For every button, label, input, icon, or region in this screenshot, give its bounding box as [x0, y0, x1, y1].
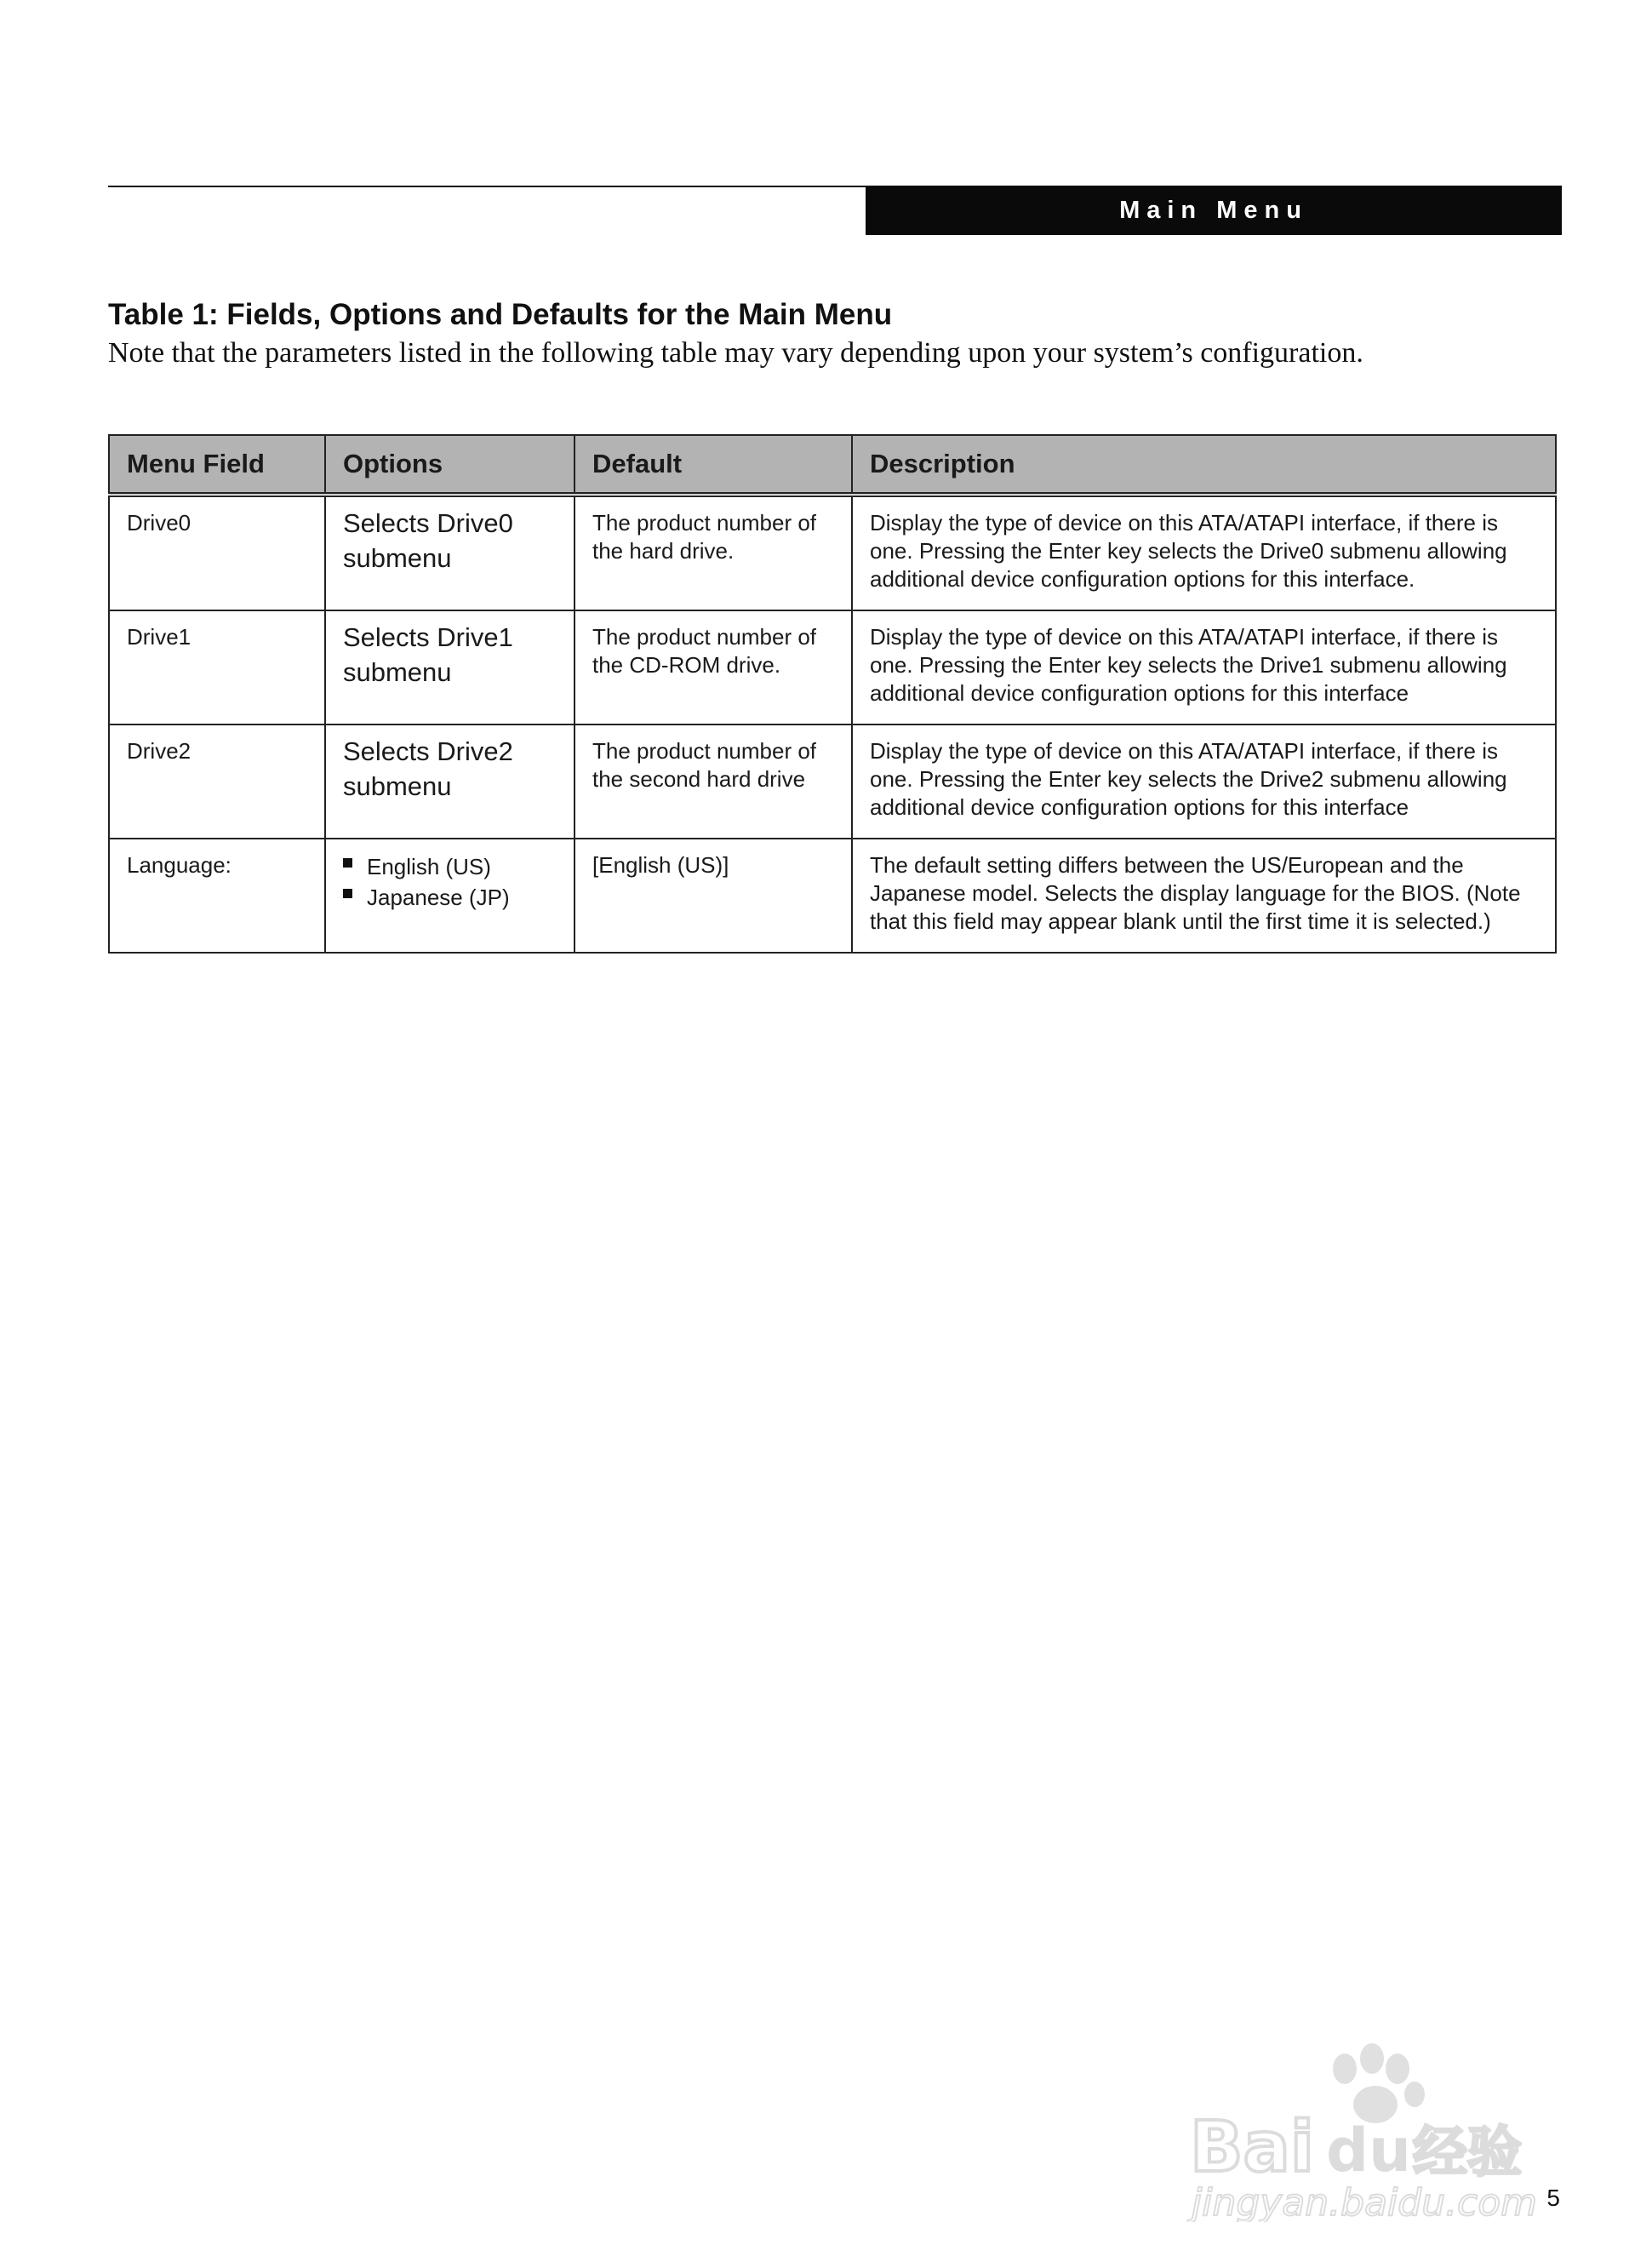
cell-options	[325, 724, 574, 839]
header-rule	[108, 186, 866, 187]
column-header-default: Default	[574, 435, 852, 495]
svg-text:Bai: Bai	[1190, 2107, 1314, 2188]
cell-description: Display the type of device on this ATA/ATAPI interface, if there is one. Pressing the Enter key selects the Drive2 submenu allowing additional device configuration options for this interface	[852, 724, 1556, 839]
table-row	[109, 839, 1556, 953]
cell-default: The product number of the second hard drive	[574, 724, 852, 839]
main-menu-table	[108, 434, 1557, 954]
options-line: submenu	[343, 771, 452, 801]
square-bullet-icon	[343, 858, 352, 868]
table-row	[109, 610, 1556, 724]
list-item	[343, 851, 557, 882]
option-label: Japanese (JP)	[367, 885, 510, 910]
options-line: Selects Drive1	[343, 622, 513, 652]
cell-description: Display the type of device on this ATA/ATAPI interface, if there is one. Pressing the Enter key selects the Drive1 submenu allowing additional device configuration options for this interface	[852, 610, 1556, 724]
cell-options	[325, 839, 574, 953]
options-line: submenu	[343, 543, 452, 573]
options-list	[343, 851, 557, 913]
table-header-row	[109, 435, 1556, 495]
svg-text:du: du	[1326, 2116, 1411, 2185]
svg-text:经验: 经验	[1413, 2122, 1522, 2185]
options-line: submenu	[343, 657, 452, 687]
cell-menu-field: Drive1	[109, 610, 325, 724]
paw-icon	[1333, 2043, 1425, 2123]
table-row	[109, 495, 1556, 610]
cell-menu-field: Drive0	[109, 495, 325, 610]
svg-text:jingyan.baidu.com: jingyan.baidu.com	[1192, 2181, 1538, 2222]
section-title: Main Menu	[1119, 196, 1308, 224]
cell-default: [English (US)]	[574, 839, 852, 953]
table-row	[109, 724, 1556, 839]
column-header-options: Options	[325, 435, 574, 495]
baidu-watermark-logo	[1183, 2035, 1558, 2222]
options-line: Selects Drive0	[343, 508, 513, 538]
table-title: Table 1: Fields, Options and Defaults for the Main Menu	[108, 298, 893, 331]
page-number: 5	[1546, 2185, 1560, 2211]
column-header-description: Description	[852, 435, 1556, 495]
cell-description: The default setting differs between the US/European and the Japanese model. Selects the display language for the BIOS. (Note that this field may appear blank until the first time it is selected.)	[852, 839, 1556, 953]
column-header-menu-field: Menu Field	[109, 435, 325, 495]
table-note: Note that the parameters listed in the following table may vary depending upon your system’s configuration.	[108, 337, 1363, 369]
cell-menu-field: Drive2	[109, 724, 325, 839]
section-header	[866, 186, 1562, 235]
cell-default: The product number of the CD-ROM drive.	[574, 610, 852, 724]
cell-default: The product number of the hard drive.	[574, 495, 852, 610]
cell-menu-field: Language:	[109, 839, 325, 953]
square-bullet-icon	[343, 889, 352, 898]
cell-options	[325, 610, 574, 724]
list-item	[343, 882, 557, 913]
options-line: Selects Drive2	[343, 736, 513, 766]
cell-options	[325, 495, 574, 610]
cell-description: Display the type of device on this ATA/ATAPI interface, if there is one. Pressing the Enter key selects the Drive0 submenu allowing additional device configuration options for this interface.	[852, 495, 1556, 610]
option-label: English (US)	[367, 854, 491, 879]
